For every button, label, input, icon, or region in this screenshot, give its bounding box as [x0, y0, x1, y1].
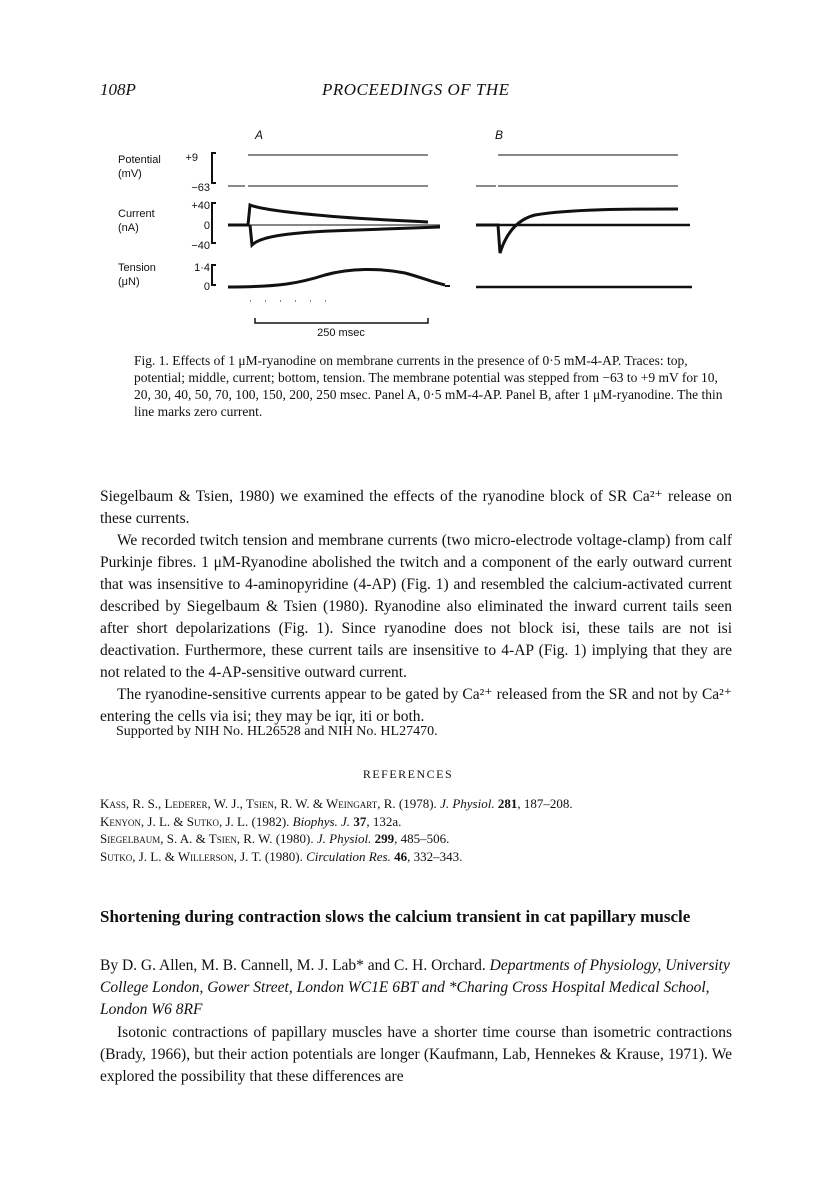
panel-a-label: A — [255, 128, 264, 142]
tension-scale-bracket — [212, 265, 216, 285]
potential-tick-top: +9 — [185, 152, 198, 164]
article-authors: By D. G. Allen, M. B. Cannell, M. J. Lab* and C. H. Orchard. — [100, 957, 486, 974]
intro-paragraph: Isotonic contractions of papillary muscles have a shorter time course than isometric contractions (Brady, 1966), but their action potentials are longer (Kaufmann, Lab, Hennekes & Krause, 1971). We explored the possibility that these differences are — [100, 1024, 732, 1085]
current-tick-zero: 0 — [203, 220, 210, 232]
current-label: Current — [118, 208, 155, 220]
panel-a-current-outward — [228, 205, 428, 225]
figure-1 — [110, 125, 710, 340]
reference-item: Sutko, J. L. & Willerson, J. T. (1980). Circulation Res. 46, 332–343. — [100, 848, 463, 864]
panel-a-tension-trace — [228, 269, 445, 287]
article-byline — [100, 955, 752, 1021]
figure-traces — [110, 125, 710, 340]
time-scale-bar — [255, 318, 428, 323]
potential-label: Potential — [118, 154, 161, 166]
paragraph-3: The ryanodine-sensitive currents appear to be gated by Ca²⁺ released from the SR and not by Ca²⁺ entering the cells via isi; they may be iqr, iti or both. — [100, 686, 732, 725]
references-heading: REFERENCES — [362, 767, 454, 781]
page-number: 108P — [100, 80, 136, 99]
funding-note: Supported by NIH No. HL26528 and NIH No. HL27470. — [116, 724, 438, 739]
article-intro — [100, 1022, 732, 1088]
paragraph-2: We recorded twitch tension and membrane currents (two micro-electrode voltage-clamp) from calf Purkinje fibres. 1 μM-Ryanodine abolished the twitch and a component of the early outward current that was insensitive to 4-aminopyridine (4-AP) (Fig. 1) and resembled the calcium-activated current described by Siegelbaum & Tsien (1980). Ryanodine also eliminated the inward current tails seen after short depolarizations (Fig. 1). Since ryanodine does not block isi, these tails are not isi deactivation. Furthermore, these current tails are insensitive to 4-AP (Fig. 1) implying that they are not related to the 4-AP-sensitive outward current. — [100, 532, 732, 681]
tension-tick-bottom: 0 — [203, 281, 210, 293]
current-scale-bracket — [212, 203, 216, 243]
references-list — [100, 795, 740, 865]
reference-item: Siegelbaum, S. A. & Tsien, R. W. (1980). J. Physiol. 299, 485–506. — [100, 831, 450, 846]
tension-tick-top: 1·4 — [194, 262, 210, 274]
figure-caption: Fig. 1. Effects of 1 μM-ryanodine on membrane currents in the presence of 0·5 mM-4-AP. Traces: top, potential; middle, current; bottom, tension. The membrane potential was stepped from −63 to +9 mV for 10, 20, 30, 40, 50, 70, 100, 150, 200, 250 msec. Panel A, 0·5 mM-4-AP. Panel B, after 1 μM-ryanodine. The thin line marks zero current. — [134, 353, 723, 419]
article-affiliation: Departments of Physiology, University College London, Gower Street, London WC1E 6BT and *Charing Cross Hospital Medical School, London W6 8RF — [100, 957, 730, 1018]
current-tick-bottom: −40 — [191, 240, 210, 252]
panel-b-label: B — [495, 128, 504, 142]
panel-b-current-outward — [476, 209, 678, 253]
current-unit: (nA) — [118, 222, 139, 234]
potential-unit: (mV) — [118, 168, 142, 180]
time-scale-label: 250 msec — [317, 327, 365, 339]
tension-label: Tension — [118, 262, 156, 274]
article-title: Shortening during contraction slows the calcium transient in cat papillary muscle — [100, 907, 691, 926]
tension-unit: (μN) — [118, 276, 140, 288]
body-text — [100, 486, 732, 728]
paragraph-1: Siegelbaum & Tsien, 1980) we examined the effects of the ryanodine block of SR Ca²⁺ release on these currents. — [100, 488, 732, 527]
reference-item: Kass, R. S., Lederer, W. J., Tsien, R. W. & Weingart, R. (1978). J. Physiol. 281, 187–208. — [100, 796, 573, 811]
potential-scale-bracket — [212, 153, 216, 183]
current-tick-top: +40 — [191, 200, 210, 212]
panel-a-current-inward-tails — [250, 225, 440, 245]
running-title: PROCEEDINGS OF THE — [322, 80, 510, 99]
reference-item: Kenyon, J. L. & Sutko, J. L. (1982). Biophys. J. 37, 132a. — [100, 813, 402, 829]
potential-tick-bottom: −63 — [191, 182, 210, 194]
